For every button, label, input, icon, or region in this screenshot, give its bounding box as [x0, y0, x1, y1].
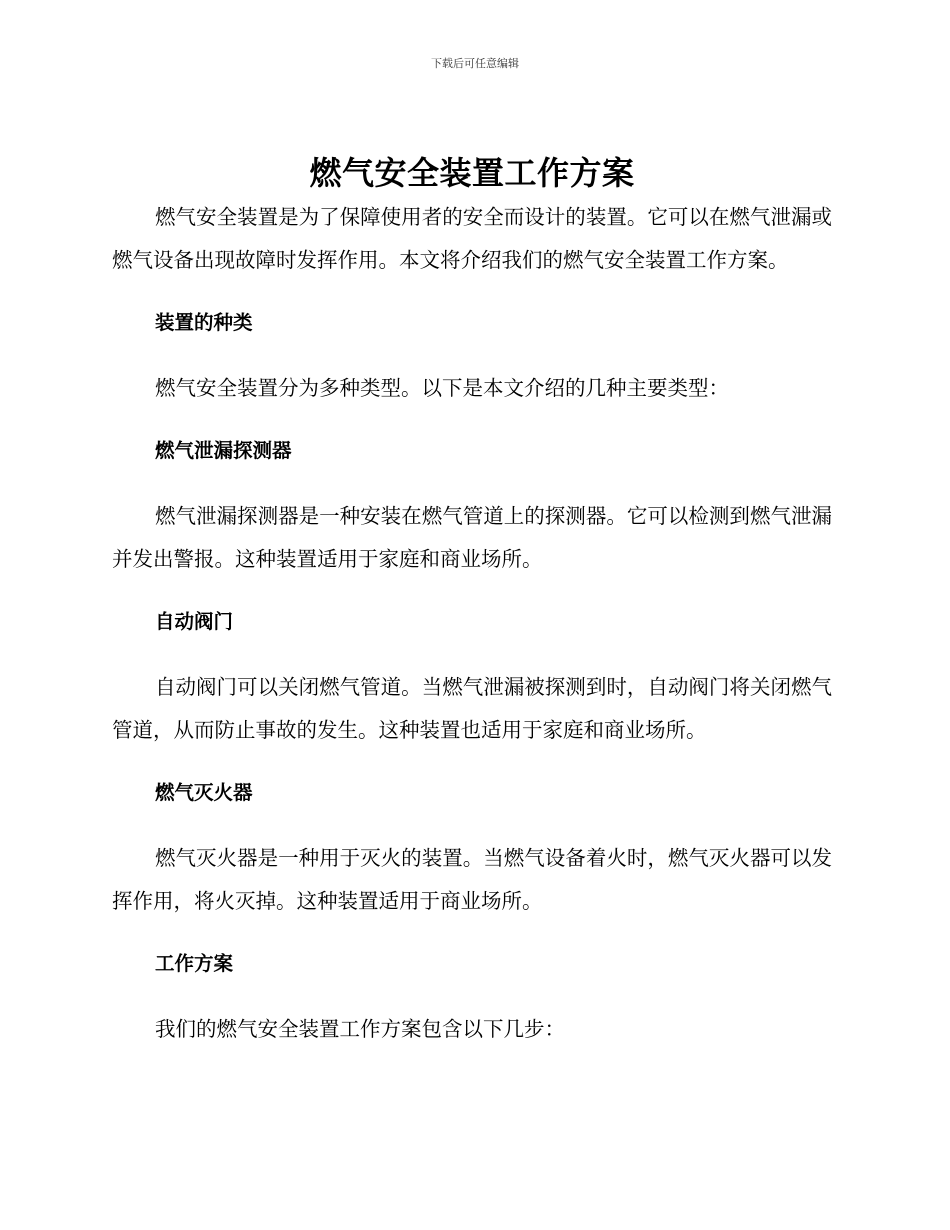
section-body-auto-valve: 自动阀门可以关闭燃气管道。当燃气泄漏被探测到时，自动阀门将关闭燃气管道，从而防止事故的发生。这种装置也适用于家庭和商业场所。 [112, 675, 832, 742]
document-title: 燃气安全装置工作方案 [309, 154, 635, 192]
section-body-leak-detector: 燃气泄漏探测器是一种安装在燃气管道上的探测器。它可以检测到燃气泄漏并发出警报。这种装置适用于家庭和商业场所。 [112, 504, 832, 571]
section-heading-leak-detector: 燃气泄漏探测器 [155, 439, 292, 462]
section-heading-types: 装置的种类 [155, 311, 253, 334]
header-note: 下载后可任意编辑 [431, 57, 519, 70]
intro-paragraph: 燃气安全装置是为了保障使用者的安全而设计的装置。它可以在燃气泄漏或燃气设备出现故障时发挥作用。本文将介绍我们的燃气安全装置工作方案。 [112, 205, 832, 272]
section-body-extinguisher: 燃气灭火器是一种用于灭火的装置。当燃气设备着火时，燃气灭火器可以发挥作用，将火灭掉。这种装置适用于商业场所。 [112, 846, 832, 913]
section-heading-auto-valve: 自动阀门 [155, 610, 234, 633]
section-body-types: 燃气安全装置分为多种类型。以下是本文介绍的几种主要类型： [155, 376, 729, 400]
section-heading-work-plan: 工作方案 [155, 952, 234, 975]
section-body-work-plan: 我们的燃气安全装置工作方案包含以下几步： [155, 1017, 565, 1041]
document-page [112, 150, 832, 1051]
section-heading-extinguisher: 燃气灭火器 [155, 781, 253, 804]
